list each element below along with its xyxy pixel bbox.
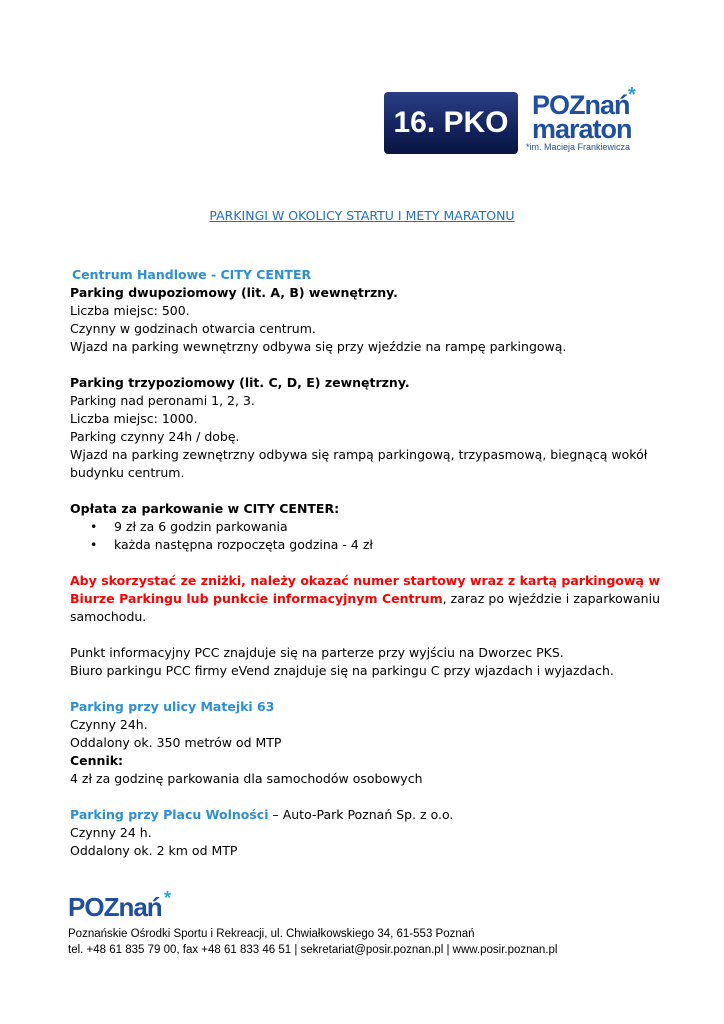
fee-list bbox=[70, 518, 660, 554]
text-line: Parking nad peronami 1, 2, 3. bbox=[70, 393, 255, 408]
price-text: 4 zł za godzinę parkowania dla samochodów osobowych bbox=[70, 771, 423, 786]
section-heading-city-center: Centrum Handlowe - CITY CENTER bbox=[72, 267, 312, 282]
text-line: Wjazd na parking zewnętrzny odbywa się rampą parkingową, trzypasmową, biegnącą wokół bbox=[70, 447, 648, 462]
brand-subtitle: *im. Macieja Frankiewicza bbox=[526, 142, 631, 152]
text-line: Liczba miejsc: 1000. bbox=[70, 411, 198, 426]
brand-top-text: POZnań bbox=[532, 90, 630, 120]
document-body bbox=[70, 266, 660, 860]
text-line: Czynny 24h. bbox=[70, 717, 148, 732]
discount-notice-highlight: Aby skorzystać ze zniżki, należy okazać numer startowy wraz z kartą parkingową w Biurze Parkingu lub punkcie informacyjnym Centrum bbox=[70, 573, 660, 606]
marathon-logo bbox=[384, 84, 650, 158]
operator-text: – Auto-Park Poznań Sp. z o.o. bbox=[268, 807, 454, 822]
parking-cde-title: Parking trzypoziomowy (lit. C, D, E) zewnętrzny. bbox=[70, 375, 410, 390]
text-line: Wjazd na parking wewnętrzny odbywa się przy wjeździe na rampę parkingową. bbox=[70, 339, 567, 354]
fee-item: 9 zł za 6 godzin parkowania bbox=[114, 519, 288, 534]
fee-title: Opłata za parkowanie w CITY CENTER: bbox=[70, 501, 340, 516]
text-line: Czynny 24 h. bbox=[70, 825, 152, 840]
discount-notice bbox=[70, 572, 660, 626]
poznan-maraton-wordmark bbox=[526, 84, 652, 158]
page-title[interactable]: PARKINGI W OKOLICY STARTU I METY MARATONU bbox=[209, 208, 515, 223]
brand-bottom-text: maraton bbox=[532, 114, 632, 144]
poznan-logo-text: POZnań bbox=[68, 892, 162, 922]
text-line: Parking czynny 24h / dobę. bbox=[70, 429, 240, 444]
poznan-logo bbox=[68, 888, 628, 924]
text-line: budynku centrum. bbox=[70, 465, 185, 480]
parking-ab-title: Parking dwupoziomowy (lit. A, B) wewnętrzny. bbox=[70, 285, 398, 300]
list-item bbox=[70, 518, 660, 536]
section-heading-matejki: Parking przy ulicy Matejki 63 bbox=[70, 699, 275, 714]
footer bbox=[68, 888, 628, 958]
bullet-icon: • bbox=[90, 519, 98, 534]
star-icon: * bbox=[164, 888, 172, 908]
section-heading-wolnosci: Parking przy Placu Wolności bbox=[70, 807, 269, 822]
footer-address: Poznańskie Ośrodki Sportu i Rekreacji, ul. Chwiałkowskiego 34, 61-553 Poznań bbox=[68, 928, 475, 940]
bullet-icon: • bbox=[90, 537, 98, 552]
list-item bbox=[70, 536, 660, 554]
text-line: Oddalony ok. 2 km od MTP bbox=[70, 843, 238, 858]
pko-badge: 16. PKO bbox=[384, 92, 518, 154]
section-heading-wolnosci-row bbox=[70, 806, 660, 824]
parking-office-text: Biuro parkingu PCC firmy eVend znajduje się na parkingu C przy wjazdach i wyjazdach. bbox=[70, 663, 614, 678]
price-title: Cennik: bbox=[70, 753, 124, 768]
text-line: Liczba miejsc: 500. bbox=[70, 303, 190, 318]
text-line: Czynny w godzinach otwarcia centrum. bbox=[70, 321, 316, 336]
info-point-text: Punkt informacyjny PCC znajduje się na parterze przy wyjściu na Dworzec PKS. bbox=[70, 645, 564, 660]
fee-item: każda następna rozpoczęta godzina - 4 zł bbox=[114, 537, 373, 552]
discount-notice-rest: , zaraz po wjeździe i zaparkowaniu samochodu. bbox=[70, 591, 660, 624]
text-line: Oddalony ok. 350 metrów od MTP bbox=[70, 735, 282, 750]
footer-contact: tel. +48 61 835 79 00, fax +48 61 833 46 51 | sekretariat@posir.poznan.pl | www.posir.poznan.pl bbox=[68, 944, 558, 956]
star-icon: * bbox=[628, 84, 636, 106]
